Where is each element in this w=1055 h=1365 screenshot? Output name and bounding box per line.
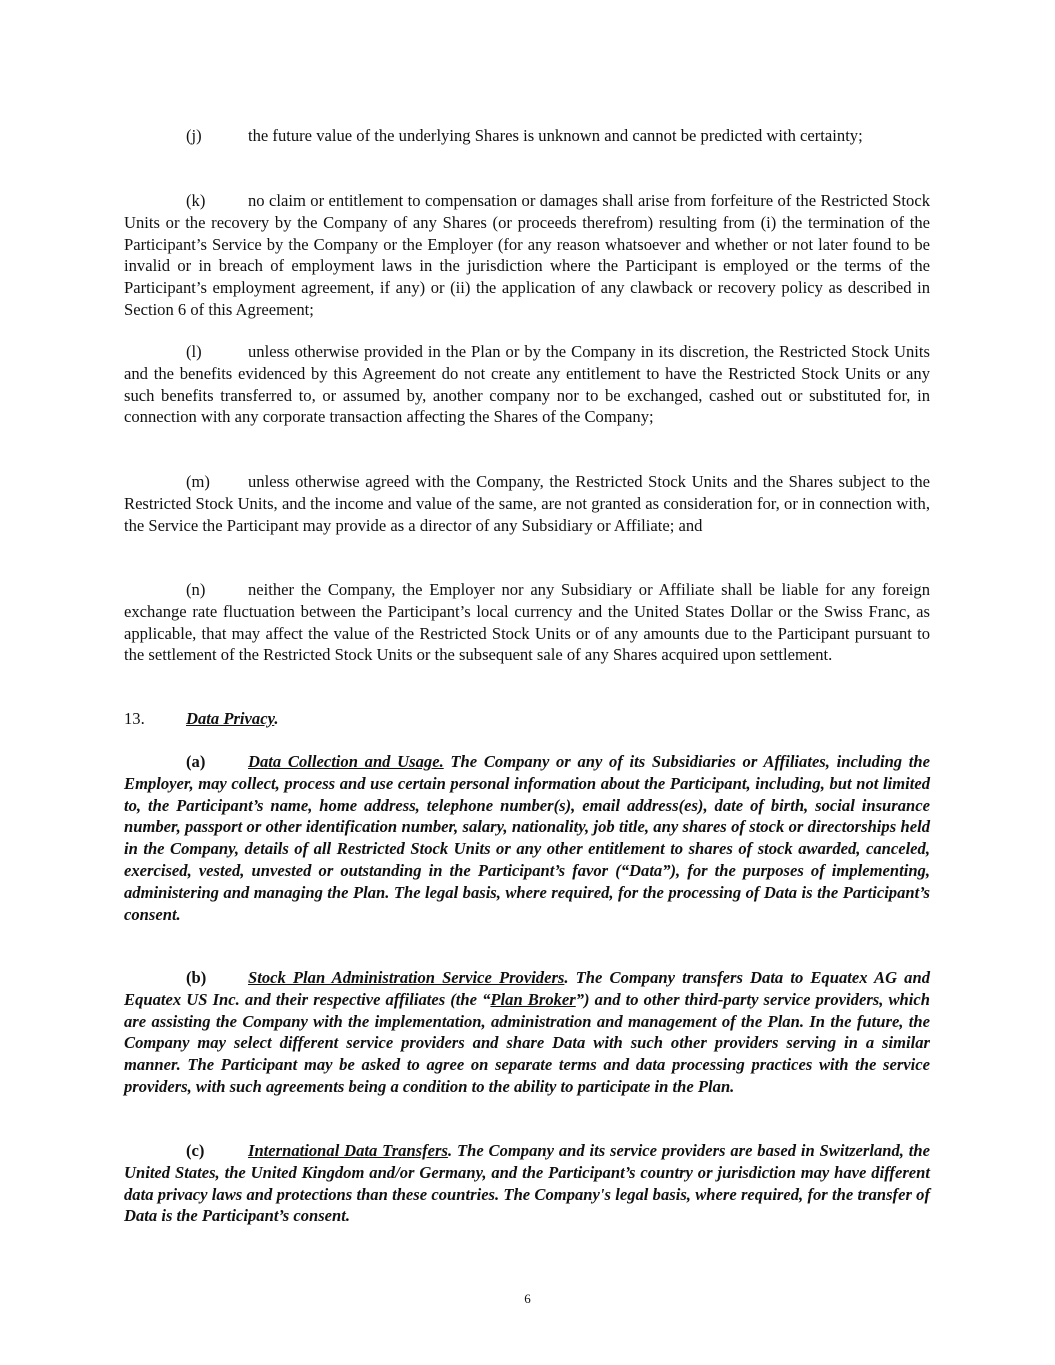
clause-label: (k): [186, 191, 206, 210]
subsection-label: (c): [186, 1141, 205, 1160]
clause-label: (j): [186, 126, 202, 145]
clause-text: neither the Company, the Employer nor any Subsidiary or Affiliate shall be liable for any foreign exchange rate fluctuation between the Participant’s local currency and the United States Dollar or the Swiss Franc, as applicable, that may affect the value of the Restricted Stock Units or of any amounts due to the Participant pursuant to the settlement of the Restricted Stock Units or the subsequent sale of any Shares acquired upon settlement.: [124, 580, 930, 665]
clause-text: the future value of the underlying Shares is unknown and cannot be predicted with certainty;: [248, 126, 863, 145]
clause-text: unless otherwise provided in the Plan or by the Company in its discretion, the Restricted Stock Units and the benefits evidenced by this Agreement do not create any entitlement to have the Restricted Stock Units or any such benefits transferred to, or assumed by, another company nor to be exchanged, cashed out or substituted for, in connection with any corporate transaction affecting the Shares of the Company;: [124, 342, 930, 427]
subsection-heading: Stock Plan Administration Service Providers: [248, 968, 565, 987]
clause-text: no claim or entitlement to compensation or damages shall arise from forfeiture of the Restricted Stock Units or the recovery by the Company of any Shares (or proceeds therefrom) resulting from (i) the termination of the Participant’s Service by the Company or the Employer (for any reason whatsoever and whether or not later found to be invalid or in breach of employment laws in the jurisdiction where the Participant is employed or the terms of the Participant’s employment agreement, if any) or (ii) the application of any clawback or recovery policy as described in Section 6 of this Agreement;: [124, 191, 930, 319]
subsection-text-after: ”) and to other third-party service providers, which are assisting the Company with the implementation, administration and management of the Plan. In the future, the Company may select different service providers and share Data with such other providers serving in a similar manner. The Participant may be asked to agree on separate terms and data processing practices with the service providers, with such agreements being a condition to the ability to participate in the Plan.: [124, 989, 930, 1096]
clause-label: (l): [186, 342, 202, 361]
section-number: 13.: [124, 709, 145, 728]
clause-m: [124, 471, 930, 536]
subsection-text-before: The Company transfers Data to Equatex AG and Equatex US Inc. and their respective affiliates (the “: [124, 968, 930, 1009]
defined-term: Plan Broker: [490, 989, 576, 1009]
subsection-heading: International Data Transfers: [248, 1141, 448, 1160]
subsection-text: The Company and its service providers are based in Switzerland, the United States, the United Kingdom and/or Germany, and the Participant’s country or jurisdiction may have different data privacy laws and protections than these countries. The Company's legal basis, where required, for the transfer of Data is the Participant’s consent.: [124, 1141, 930, 1226]
subsection-a: [124, 751, 930, 925]
clause-label: (m): [186, 472, 210, 491]
clause-text: unless otherwise agreed with the Company, the Restricted Stock Units and the Shares subject to the Restricted Stock Units, and the income and value of the same, are not granted as consideration for, or in connection with, the Service the Participant may provide as a director of any Subsidiary or Affiliate; and: [124, 472, 930, 535]
subsection-heading-suffix: .: [447, 1141, 453, 1160]
subsection-label: (b): [186, 968, 207, 987]
subsection-c: [124, 1140, 930, 1227]
page-number: 6: [524, 1291, 531, 1306]
section-title: Data Privacy: [186, 709, 275, 728]
clause-n: [124, 579, 930, 666]
subsection-heading: Data Collection and Usage.: [248, 752, 444, 771]
subsection-label: (a): [186, 752, 206, 771]
clause-label: (n): [186, 580, 206, 599]
clause-k: [124, 190, 930, 321]
section-title-suffix: .: [274, 709, 279, 728]
subsection-b: [124, 967, 930, 1098]
subsection-text: The Company or any of its Subsidiaries or Affiliates, including the Employer, may collect, process and use certain personal information about the Participant, including, but not limited to, the Participant’s name, home address, telephone number(s), email address(es), date of birth, social insurance number, passport or other identification number, salary, nationality, job title, any shares of stock or directorships held in the Company, details of all Restricted Stock Units or any other entitlement to shares of stock awarded, canceled, exercised, vested, unvested or outstanding in the Participant’s favor (“Data”), for the purposes of implementing, administering and managing the Plan. The legal basis, where required, for the processing of Data is the Participant’s consent.: [124, 752, 930, 924]
clause-l: [124, 341, 930, 428]
clause-j: [124, 125, 930, 147]
subsection-heading-suffix: .: [564, 968, 569, 987]
section-13-heading: [124, 708, 278, 730]
